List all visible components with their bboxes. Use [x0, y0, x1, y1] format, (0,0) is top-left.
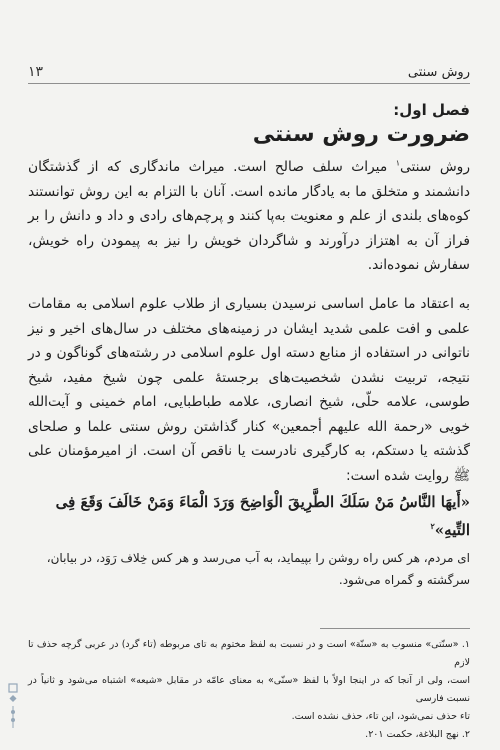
quote-translation: ای مردم، هر کس راه روشن را بپیماید، به آب می‌رسد و هر کس خِلاف رَوَد، در بیابان، سرگشته و گمراه می‌شود.	[46, 551, 470, 587]
publisher-watermark-icon	[6, 682, 20, 730]
running-head	[28, 58, 470, 84]
chapter-title: ضرورت روش سنتی	[252, 122, 470, 147]
footnote-1-line-3: تاء حذف نمی‌شود، این تاء، حذف نشده است.	[291, 711, 470, 722]
paragraph-1-start: روش سنتی	[399, 159, 470, 175]
footnote-marker-1: ۱	[395, 158, 400, 168]
chapter-label: فصل اول:	[393, 101, 470, 119]
footnote-marker-2: ۲	[430, 521, 435, 531]
paragraph-1	[28, 155, 470, 278]
arabic-quote	[28, 488, 470, 544]
footnote-2: ۲. نهج البلاغة، حکمت ۲۰۱.	[365, 729, 470, 740]
footnotes	[28, 636, 470, 744]
footnote-1-line-2: است، ولی از آنجا که در اینجا اولاً با لفظ «سنّی» به معنای عامّه در مقابل «شیعه» اشتباه می‌شود و ثانیاً در نسبت فارسی	[28, 675, 470, 704]
page-number: ۱۳	[28, 64, 44, 80]
paragraph-2: به اعتقاد ما عامل اساسی نرسیدن بسیاری از طلاب علوم اسلامی به مقامات علمی و افت علمی شدید ایشان در زمینه‌های مختلف در سال‌های اخیر و نیز ناتوانی در استفاده از منابع دسته اول علوم اسلامی در رشته‌های گوناگون و در نتیجه، تربیت نشدن شخصیت‌های برجستهٔ علمی چون شیخ مفید، شیخ طوسی، علامه حلّی، شیخ انصاری، علامه طباطبایی، امام خمینی و آیت‌الله خویی «رحمة الله علیهم أجمعین» کنار گذاشتن روش سنتی علما و صلحای گذشته یا دستکم، به کارگیری نادرست یا ناقص آن است. از امیرمؤمنان علی ﷺ روایت شده است:	[28, 296, 470, 484]
footnote-divider	[320, 628, 470, 629]
arabic-quote-text: «أَیهَا النَّاسُ مَنْ سَلَكَ الطَّرِیقَ الْوَاضِحَ وَرَدَ الْمَاءَ وَمَنْ خَالَفَ وَقَعَ فِی التِّیهِ»	[55, 493, 470, 539]
running-head-title: روش سنتی	[407, 65, 470, 80]
footnote-1-line-1: ۱. «سنّتی» منسوب به «سنّة» است و در نسبت به لفظ مختوم به تای مربوطه (تاء گرد) در عربی گرچه حذف تا لازم	[28, 639, 470, 668]
paragraph-1-rest: میراث سلف صالح است. میراث ماندگاری که از گذشتگان دانشمند و متخلق ما به یادگار مانده است. آنان با التزام به این روش توانستند کوه‌های بلندی از علم و معنویت به‌پا کنند و پرچم‌های رادی و داد و دانش را بر فراز آن به اهتزاز درآورند و شاگردان خویش را نیز به پیمودن راه خویش، سفارش نموده‌اند.	[28, 159, 470, 273]
